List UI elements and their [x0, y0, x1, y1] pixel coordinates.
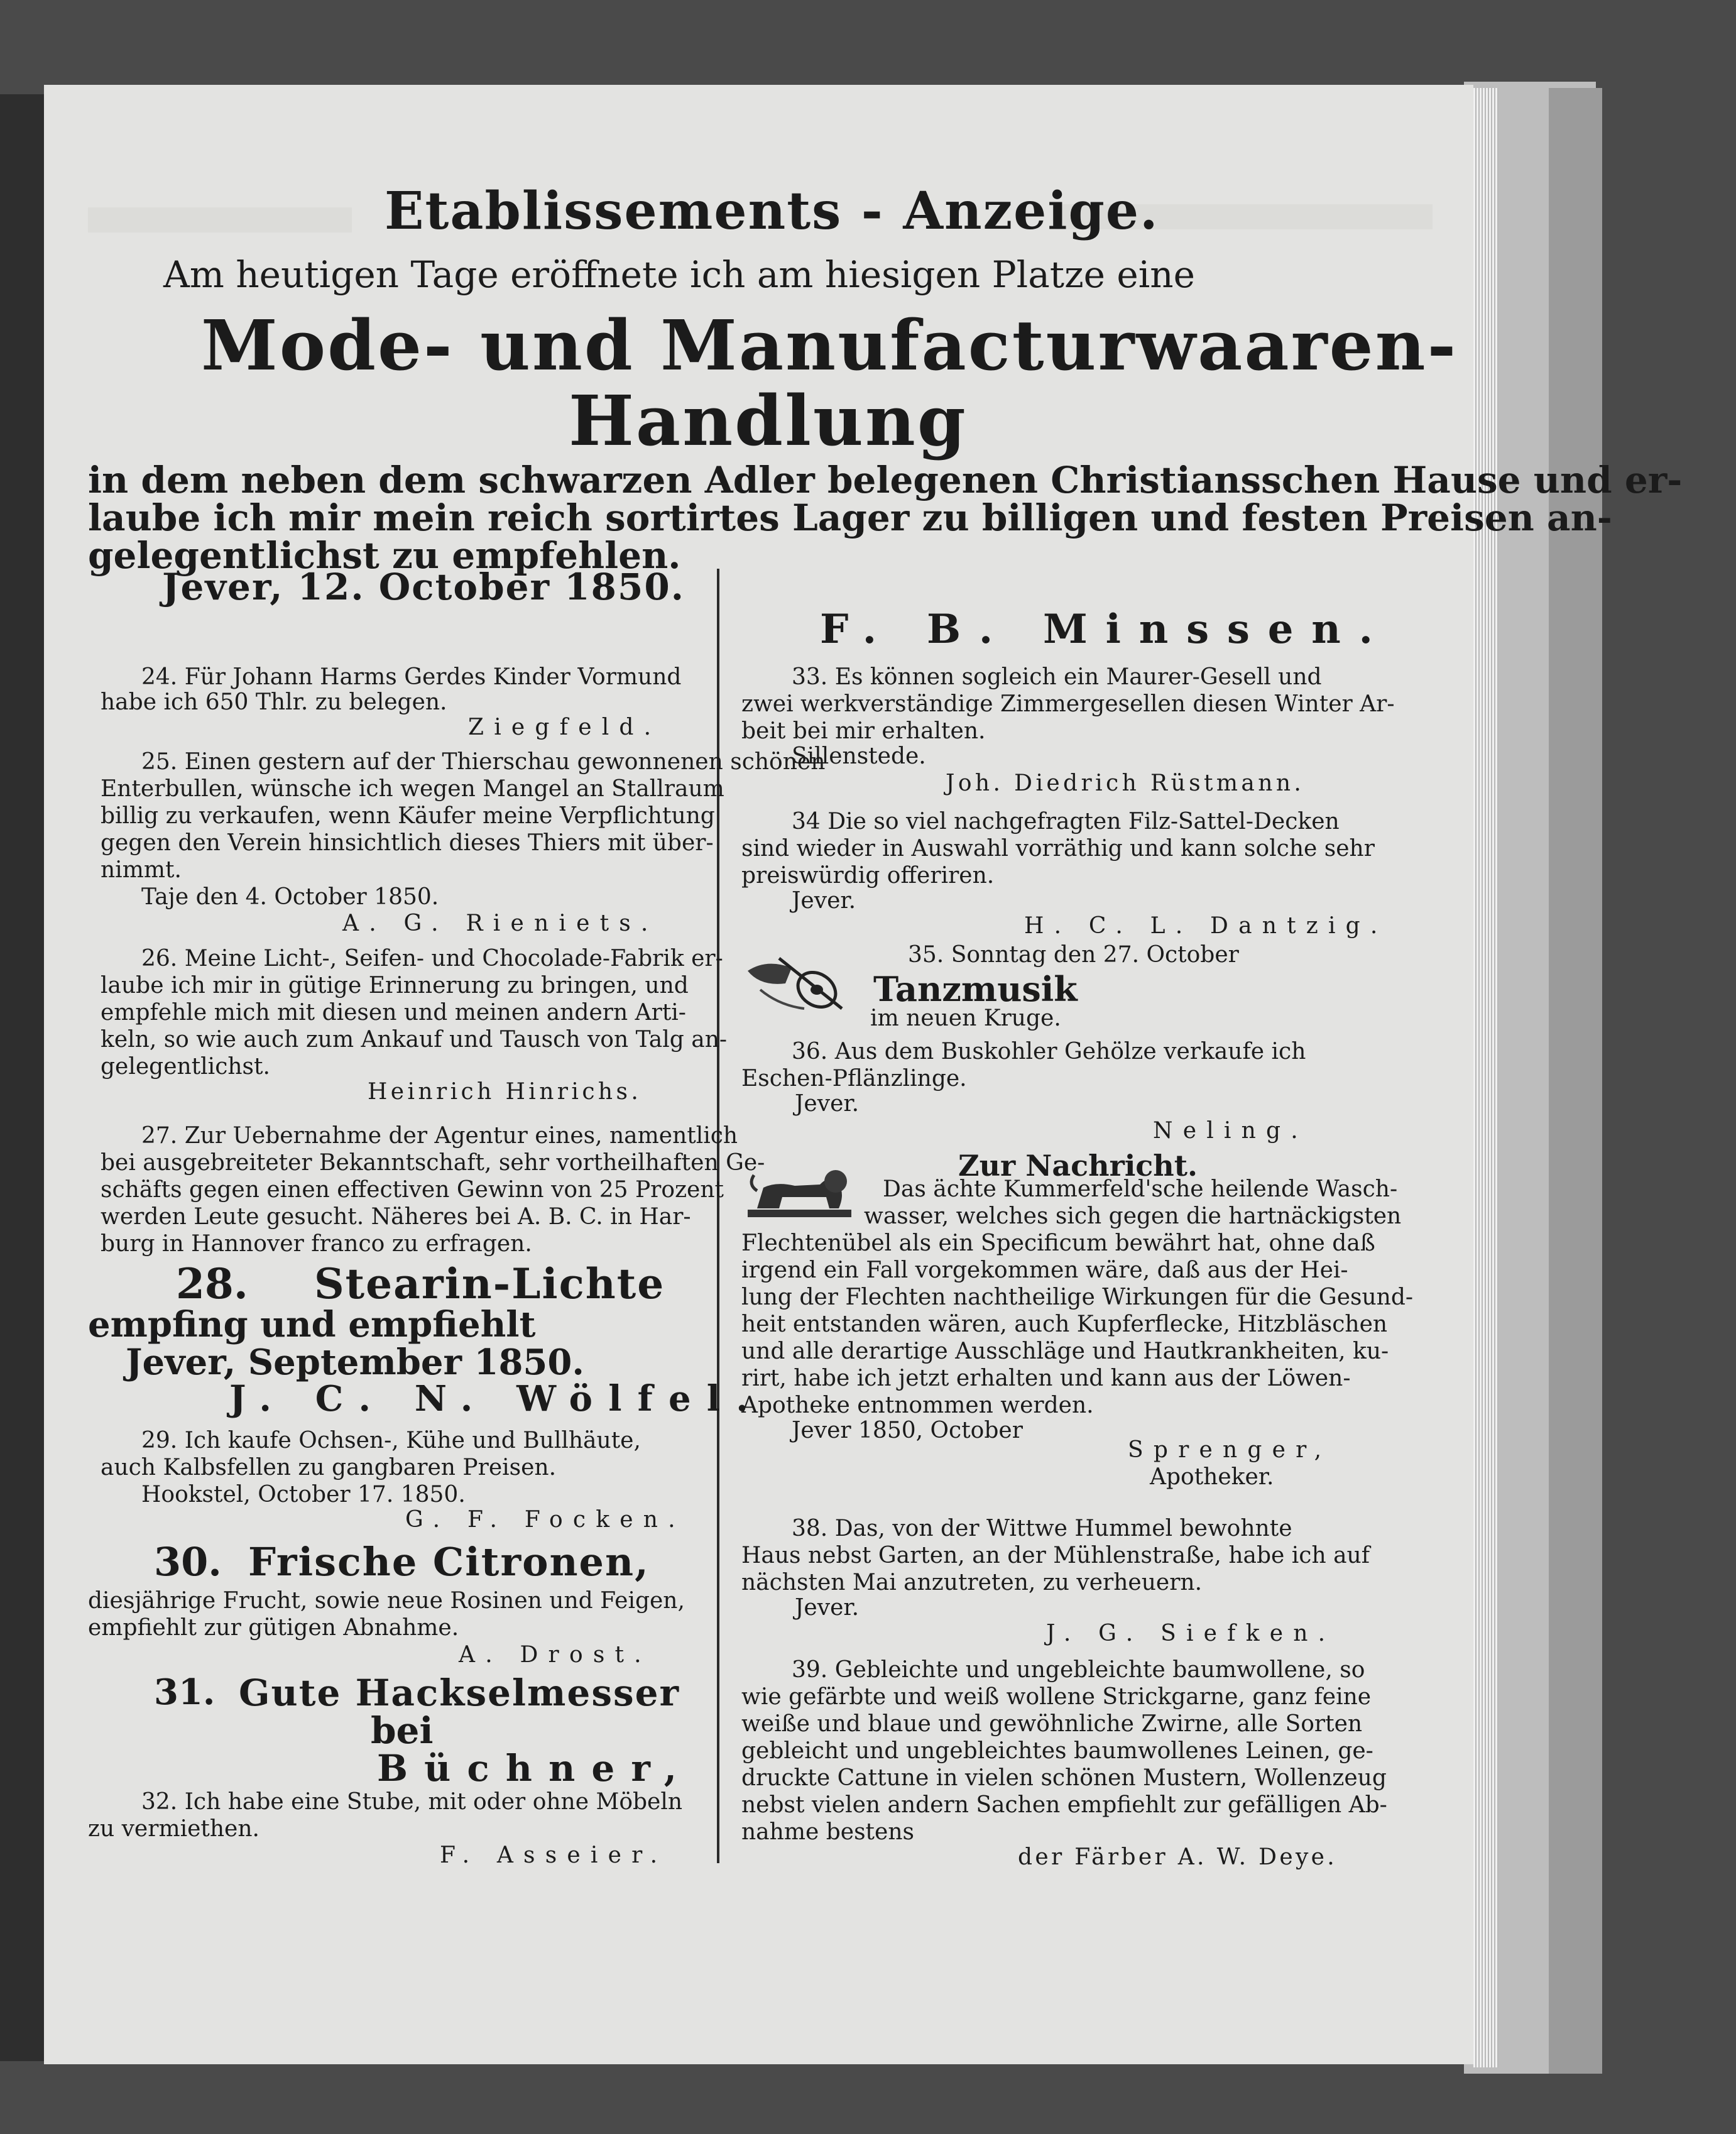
ad-text-line: preiswürdig offeriren.: [741, 863, 995, 889]
ad-text-line: Apotheke entnommen werden.: [741, 1393, 1094, 1418]
ad-number: 30.: [154, 1539, 222, 1585]
ad-signature: Ziegfeld.: [468, 714, 662, 740]
ad-place: Sillenstede.: [792, 743, 926, 769]
ad-text-line: 36. Aus dem Buskohler Gehölze verkaufe ich: [792, 1039, 1306, 1064]
ad-text-line: nebst vielen andern Sachen empfiehlt zur gefälligen Ab-: [741, 1792, 1387, 1818]
ad-place-date: Hookstel, October 17. 1850.: [141, 1482, 466, 1507]
ad-text-line: laube ich mir in gütige Erinnerung zu bringen, und: [101, 973, 689, 999]
ad-headline: Tanzmusik: [873, 969, 1078, 1009]
announcement-date: Jever, 12. October 1850.: [162, 566, 685, 608]
ad-text-line: irgend ein Fall vorgekommen wäre, daß aus der Hei-: [741, 1257, 1348, 1283]
ad-text-line: bei ausgebreiteter Bekanntschaft, sehr vortheilhaften Ge-: [101, 1150, 765, 1176]
ad-text-line: schäfts gegen einen effectiven Gewinn von 25 Prozent: [101, 1177, 724, 1203]
ad-text-line: burg in Hannover franco zu erfragen.: [101, 1231, 532, 1257]
ad-headline: Stearin-Lichte: [314, 1259, 665, 1308]
ad-text-line: Das ächte Kummerfeld'sche heilende Wasch-: [883, 1176, 1398, 1202]
ad-place: im neuen Kruge.: [870, 1005, 1061, 1031]
ad-text-line: und alle derartige Ausschläge und Hautkrankheiten, ku-: [741, 1338, 1389, 1364]
ad-signature: Joh. Diedrich Rüstmann.: [946, 770, 1305, 796]
ad-text-line: wasser, welches sich gegen die hartnäckigsten: [864, 1203, 1402, 1229]
ad-text-line: 26. Meine Licht-, Seifen- und Chocolade-Fabrik er-: [141, 946, 723, 971]
ad-signature: H. C. L. Dantzig.: [1024, 913, 1388, 939]
ad-text-line: 29. Ich kaufe Ochsen-, Kühe und Bullhäute,: [141, 1428, 641, 1453]
ad-text-line: 34 Die so viel nachgefragten Filz-Sattel-Decken: [792, 809, 1340, 834]
violin-icon: [741, 946, 854, 1018]
ad-place: Jever.: [792, 888, 856, 914]
lion-icon: [745, 1159, 854, 1222]
ad-text-line: heit entstanden wären, auch Kupferflecke, Hitzbläschen: [741, 1311, 1388, 1337]
ad-headline: Gute Hackselmesser: [239, 1672, 680, 1714]
ad-text-line: nimmt.: [101, 857, 182, 883]
ad-place: Jever.: [795, 1091, 860, 1117]
ad-text-line: zwei werkverständige Zimmergesellen diesen Winter Ar-: [741, 691, 1395, 717]
ad-text-line: Flechtenübel als ein Specificum bewährt hat, ohne daß: [741, 1230, 1375, 1256]
announcement-body-line: in dem neben dem schwarzen Adler belegenen Christiansschen Hause und er-: [88, 459, 1683, 501]
ad-headline: Frische Citronen,: [248, 1539, 650, 1585]
ad-text-line: 38. Das, von der Wittwe Hummel bewohnte: [792, 1516, 1292, 1541]
ad-signature: Heinrich Hinrichs.: [368, 1079, 642, 1105]
ad-text-line: Haus nebst Garten, an der Mühlenstraße, habe ich auf: [741, 1543, 1370, 1568]
announcement-body-line: gelegentlichst zu empfehlen.: [88, 534, 681, 577]
ad-signature: Büchner,: [377, 1747, 694, 1790]
ad-text-line: beit bei mir erhalten.: [741, 718, 986, 744]
ad-text-line: gebleicht und ungebleichtes baumwollenes Leinen, ge-: [741, 1738, 1373, 1764]
ad-text-line: habe ich 650 Thlr. zu belegen.: [101, 689, 447, 715]
ad-place-date: Jever 1850, October: [792, 1418, 1023, 1443]
ad-text-line: 25. Einen gestern auf der Thierschau gewonnenen schönen: [141, 749, 826, 775]
ad-place-date: Jever, September 1850.: [126, 1342, 584, 1383]
ad-text-line: rirt, habe ich jetzt erhalten und kann aus der Löwen-: [741, 1365, 1351, 1391]
ad-text-line: druckte Cattune in vielen schönen Mustern, Wollenzeug: [741, 1765, 1387, 1791]
ad-text-line: 24. Für Johann Harms Gerdes Kinder Vormund: [141, 664, 682, 690]
ad-text-line: werden Leute gesucht. Näheres bei A. B. C. in Har-: [101, 1204, 691, 1230]
ad-number: 28.: [176, 1259, 248, 1308]
ad-text-line: 33. Es können sogleich ein Maurer-Gesell und: [792, 664, 1322, 690]
shop-name: Mode- und Manufacturwaaren-: [201, 305, 1458, 386]
ad-signature: F. Asseier.: [440, 1842, 668, 1868]
ad-text-line: 39. Gebleichte und ungebleichte baumwollene, so: [792, 1657, 1365, 1683]
ad-number: 31.: [154, 1672, 216, 1713]
ad-text-line: wie gefärbte und weiß wollene Strickgarne, ganz feine: [741, 1684, 1372, 1710]
ad-text-line: Enterbullen, wünsche ich wegen Mangel an Stallraum: [101, 776, 724, 802]
ad-text-line: empfing und empfiehlt: [88, 1304, 536, 1345]
ad-signature: der Färber A. W. Deye.: [1018, 1844, 1337, 1870]
bleed-through-mark: [88, 207, 352, 233]
ad-text-line: 27. Zur Uebernahme der Agentur eines, namentlich: [141, 1123, 738, 1149]
ad-text-line: bei: [371, 1709, 434, 1752]
ad-text-line: 35. Sonntag den 27. October: [908, 942, 1239, 968]
shop-name-line-2: Handlung: [569, 380, 968, 461]
ad-text-line: gegen den Verein hinsichtlich dieses Thiers mit über-: [101, 830, 714, 856]
ad-text-line: lung der Flechten nachtheilige Wirkungen für die Gesund-: [741, 1284, 1414, 1310]
ad-text-line: empfehle mich mit diesen und meinen andern Arti-: [101, 1000, 686, 1026]
announcement-body-line: laube ich mir mein reich sortirtes Lager zu billigen und festen Preisen an-: [88, 496, 1612, 539]
ad-text-line: 32. Ich habe eine Stube, mit oder ohne Möbeln: [141, 1789, 683, 1815]
ad-text-line: nächsten Mai anzutreten, zu verheuern.: [741, 1570, 1203, 1595]
ad-text-line: zu vermiethen.: [88, 1816, 259, 1842]
ad-signature: A. G. Rieniets.: [342, 911, 658, 936]
ad-text-line: billig zu verkaufen, wenn Käufer meine Verpflichtung: [101, 803, 715, 829]
announcement-intro: Am heutigen Tage eröffnete ich am hiesigen Platze eine: [163, 253, 1195, 296]
ad-text-line: empfiehlt zur gütigen Abnahme.: [88, 1615, 459, 1641]
ad-text-line: Eschen-Pflänzlinge.: [741, 1066, 967, 1092]
ad-signature: J. G. Siefken.: [1046, 1621, 1336, 1646]
ad-text-line: sind wieder in Auswahl vorräthig und kann solche sehr: [741, 836, 1375, 862]
ad-text-line: auch Kalbsfellen zu gangbaren Preisen.: [101, 1455, 557, 1480]
ad-text-line: keln, so wie auch zum Ankauf und Tausch von Talg an-: [101, 1027, 728, 1053]
ad-place-date: Taje den 4. October 1850.: [141, 884, 439, 910]
ad-signature: Sprenger,: [1128, 1437, 1332, 1463]
page-title: Etablissements - Anzeige.: [385, 181, 1159, 241]
ad-place: Jever.: [795, 1595, 860, 1621]
ad-signature: J. C. N. Wölfel.: [229, 1378, 764, 1420]
announcement-signature: F. B. Minssen.: [820, 606, 1391, 653]
ad-text-line: diesjährige Frucht, sowie neue Rosinen und Feigen,: [88, 1588, 685, 1614]
ad-signature-title: Apotheker.: [1150, 1464, 1274, 1490]
ad-text-line: nahme bestens: [741, 1819, 914, 1845]
ad-headline: Zur Nachricht.: [958, 1149, 1198, 1183]
ad-signature: G. F. Focken.: [405, 1507, 685, 1533]
ad-signature: Neling.: [1153, 1118, 1308, 1144]
ad-text-line: weiße und blaue und gewöhnliche Zwirne, alle Sorten: [741, 1711, 1363, 1737]
ad-signature: A. Drost.: [459, 1642, 652, 1668]
ad-text-line: gelegentlichst.: [101, 1054, 270, 1080]
